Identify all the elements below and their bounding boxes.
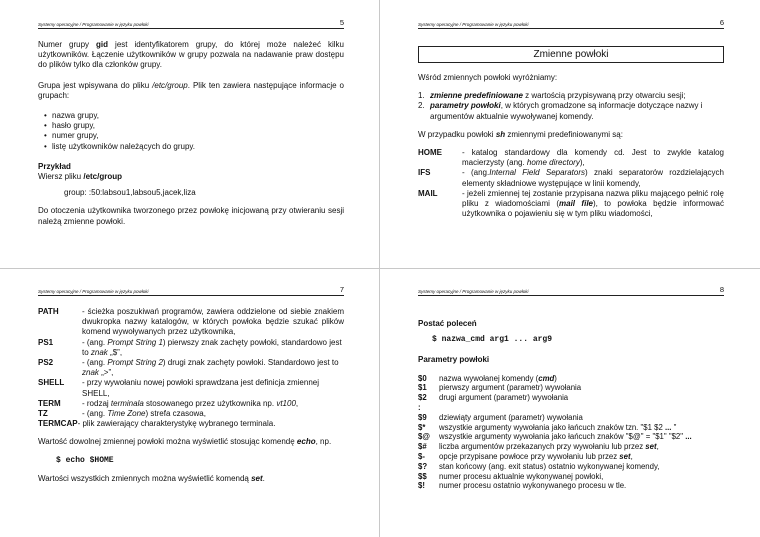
variables-table — [38, 307, 344, 419]
variable-description: - katalog standardowy dla komendy cd. Jest to zwykle katalog macierzysty (ang. home directory), — [462, 148, 724, 168]
parameter-key: $* — [418, 422, 426, 432]
parameter-key: $2 — [418, 393, 427, 403]
variable-description: - ścieżka poszukiwań programów, zawiera oddzielone od siebie znakiem dwukropka nazwy katalogów, w których powłoka będzie szukać plików komend wywoływanych przez użytkownika, — [82, 307, 344, 337]
parameter-key: : — [418, 403, 421, 412]
slide-6 — [380, 0, 760, 268]
example-heading: Przykład — [38, 161, 71, 171]
slide-7-body — [38, 307, 344, 484]
parameter-key: $- — [418, 451, 425, 461]
parameter-key: $@ — [418, 432, 430, 442]
form-command: $ nazwa_cmd arg1 ... arg9 — [432, 335, 553, 345]
predefined-variables-table — [418, 148, 724, 219]
variable-name: HOME — [418, 148, 442, 158]
list-item: • nazwa grupy, — [52, 111, 344, 121]
slide-5-body — [38, 40, 344, 227]
parameter-description: numer procesu aktualnie wykonywanej powłoki, — [439, 471, 604, 481]
variable-description: - (ang. Prompt String 1) pierwszy znak zachęty powłoki, standardowo jest to znak „$”, — [82, 337, 342, 357]
form-heading: Postać poleceń — [418, 319, 477, 328]
slide-5 — [0, 0, 380, 268]
variable-description: - rodzaj terminala stosowanego przez użytkownika np. vt100, — [82, 398, 299, 408]
slide-header — [418, 18, 724, 29]
variable-description: - (ang. Time Zone) strefa czasowa, — [82, 409, 206, 419]
list-item: • numer grupy, — [52, 131, 344, 141]
parameter-key: $? — [418, 461, 428, 471]
page-number: 5 — [339, 18, 344, 27]
parameter-key: $0 — [418, 373, 427, 383]
variable-name: TERM — [38, 398, 61, 408]
slide-7 — [0, 269, 380, 537]
running-header: Systemy operacyjne / Programowanie w języku powłoki — [418, 22, 529, 27]
group-info-list — [38, 111, 344, 152]
variable-description: - (ang. Prompt String 2) drugi znak zachęty powłoki. Standardowo jest to znak „>”, — [82, 358, 339, 378]
echo-intro: Wartość dowolnej zmiennej powłoki można wyświetlić stosując komendę echo, np. — [38, 437, 332, 447]
page-number: 8 — [719, 285, 724, 294]
variable-description: - przy wywołaniu nowej powłoki sprawdzana jest definicja zmiennej SHELL, — [82, 378, 319, 398]
variable-name: PS1 — [38, 337, 54, 347]
parameter-description: drugi argument (parametr) wywołania — [439, 393, 569, 403]
variable-description: - jeżeli zmiennej tej zostanie przypisana nazwa pliku mającego pełnić rolę pliku z wiadomościami (mail file), to powłoka będzie informować użytkownika o pojawieniu się w tym pliku wiadomości, — [462, 188, 725, 219]
example-line: Wiersz pliku /etc/group — [38, 172, 123, 182]
closing-paragraph: Wartości wszystkich zmiennych można wyświetlić komendą set. — [38, 473, 265, 483]
running-header: Systemy operacyjne / Programowanie w języku powłoki — [418, 289, 529, 294]
echo-command: $ echo $HOME — [56, 455, 114, 465]
list-item: parametry powłoki, w których gromadzone są informacje dotyczące nazwy i argumentów aktualnie wywoływanej komendy. — [430, 101, 703, 121]
parameter-key: $$ — [418, 471, 427, 481]
group-file-paragraph: Grupa jest wpisywana do pliku /etc/group. Plik ten zawiera następujące informacje o grupach: — [38, 80, 345, 100]
parameter-description: stan końcowy (ang. exit status) ostatnio wykonywanej komendy, — [439, 461, 660, 471]
parameter-key: $1 — [418, 383, 427, 393]
parameter-description: liczba argumentów przekazanych przy wywołaniu lub przez set, — [439, 442, 659, 452]
sh-variables-intro: W przypadku powłoki sh zmiennymi predefiniowanymi są: — [418, 129, 623, 139]
parameter-description: numer procesu ostatnio wykonywanego procesu w tle. — [439, 481, 627, 491]
running-header: Systemy operacyjne / Programowanie w języku powłoki — [38, 22, 149, 27]
slide-6-body — [418, 46, 724, 219]
termcap-row: TERMCAP- plik zawierający charakterystykę wybranego terminala. — [38, 419, 276, 429]
slide-8 — [380, 269, 760, 537]
variable-name: PATH — [38, 307, 59, 316]
parameter-key: $! — [418, 481, 425, 491]
slide-header — [418, 285, 724, 296]
list-item: • listę użytkowników należących do grupy. — [52, 142, 344, 152]
parameter-description: dziewiąty argument (parametr) wywołania — [439, 412, 583, 422]
example-entry: group: :50:labsou1,labsou5,jacek,liza — [64, 188, 196, 198]
variable-description: - (ang.Internal Field Separators) znaki separatorów rozdzielających elementy składniowe występujące w linii komendy, — [462, 168, 724, 188]
variable-kinds-list: 1. zmienne predefiniowane z wartością przypisywaną przy otwarciu sesji; 2. parametry powłoki, w których gromadzone są informacje dotyczące nazwy i argumentów aktualnie wywoływanej komendy. — [418, 91, 724, 122]
variable-name: IFS — [418, 168, 431, 178]
list-item: zmienne predefiniowane z wartością przypisywaną przy otwarciu sesji; — [430, 91, 686, 101]
list-item: • hasło grupy, — [52, 121, 344, 131]
variable-name: MAIL — [418, 188, 438, 198]
parameter-description: wszystkie argumenty wywołania jako łańcuch znaków tzn. "$1 $2 ... " — [439, 422, 677, 432]
slide-header — [38, 285, 344, 296]
parameter-description: opcje przypisane powłoce przy wywołaniu lub przez set, — [439, 451, 633, 461]
parameter-key: $# — [418, 442, 427, 452]
page-number: 6 — [719, 18, 724, 27]
closing-paragraph: Do otoczenia użytkownika tworzonego przez powłokę inicjowaną przy otwieraniu sesji należą zmienne powłoki. — [38, 206, 344, 226]
params-heading: Parametry powłoki — [418, 355, 490, 365]
variable-name: SHELL — [38, 378, 65, 388]
intro-text: Wśród zmiennych powłoki wyróżniamy: — [418, 73, 558, 82]
slide-8-body — [418, 319, 724, 491]
page-number: 7 — [339, 285, 344, 294]
variable-name: PS2 — [38, 358, 54, 368]
slide-title: Zmienne powłoki — [418, 46, 724, 63]
parameter-description — [439, 403, 724, 413]
variable-name: TZ — [38, 409, 48, 419]
shell-parameters-table — [418, 374, 724, 492]
parameter-description: pierwszy argument (parametr) wywołania — [439, 383, 582, 393]
running-header: Systemy operacyjne / Programowanie w języku powłoki — [38, 289, 149, 294]
gid-paragraph: Numer grupy gid jest identyfikatorem grupy, do której może należeć kilku użytkowników. Łączenie użytkowników w grupy pozwala na nadawanie praw dostępu do plików tylko dla członków grupy. — [38, 40, 344, 70]
parameter-description: nazwa wywołanej komendy (cmd) — [439, 373, 557, 383]
slide-header — [38, 18, 344, 29]
parameter-description: wszystkie argumenty wywołania jako łańcuch znaków "$@" = "$1" "$2" ... — [439, 432, 692, 442]
parameter-key: $9 — [418, 412, 427, 422]
